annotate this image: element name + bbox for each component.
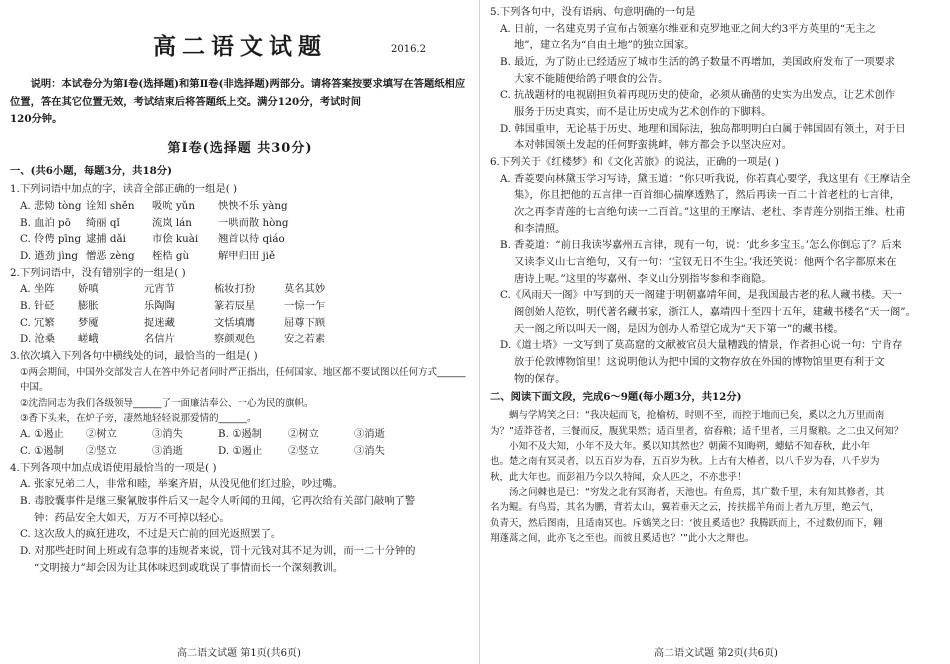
title-row (10, 28, 470, 72)
q2-option-d (10, 331, 470, 348)
q6-option-b-line2: 又读李义山七言绝句，又有一句：‘宝钗无日不生尘。’我还笑说：他两个名字都原来在 (514, 256, 897, 269)
q6-option-d-line1: D.《道士塔》一文写到了莫高窟的文献被官员大量糟践的情景，作者担心说一句：宁肯存 (500, 339, 903, 352)
page-divider (479, 0, 480, 664)
exam-title: 高二语文试题 (153, 33, 327, 60)
q5-option-d-line1: D. 韩国重申，无论基于历史、地理和国际法，独岛都明明白白属于韩国固有领土，对于日 (500, 122, 906, 135)
option-cell: D. ①遏止 (218, 444, 263, 457)
q5-option-b-line2: 大家不能随便给鸽子喂食的公告。 (514, 72, 669, 85)
option-cell: 翘首以待 qiáo (218, 233, 285, 246)
q6-option-a-line1: A. 香菱要向林黛玉学习写诗，黛玉道：“你只听我说，你若真心要学，我这里有《王摩诘全 (500, 172, 911, 185)
q2-option-c (10, 315, 470, 332)
option-cell: A. 坐阵 (20, 283, 55, 296)
q2-stem: 2.下列词语中，没有错别字的一组是( ) (10, 266, 186, 279)
option-cell: 梦魇 (78, 316, 99, 329)
q6-option-b-line3: 唐诗上呢。”这里的岑嘉州、李义山分别指岑参和李商隐。 (514, 272, 772, 285)
q5-option-c-line2: 服务于历史真实，而不是让历史成为艺术创作的下脚料。 (514, 106, 772, 119)
question-4 (10, 460, 470, 577)
page-2 (482, 0, 950, 664)
q6-option-a-line4: 和李清照。 (514, 222, 566, 235)
option-cell: 捉迷藏 (144, 316, 175, 329)
option-cell: 膨胀 (78, 300, 99, 313)
q6-stem: 6.下列关于《红楼梦》和《文化苦旅》的说法，正确的一项是( ) (490, 156, 779, 169)
q3-sentence-3: ③香下头来，在炉子旁，凄然地轻轻说那爱情的______。 (20, 412, 257, 424)
option-cell: D. 遒劲 jìng (20, 250, 79, 263)
page-1-footer: 高二语文试题 第1页(共6页) (177, 647, 301, 659)
notice (10, 76, 470, 128)
option-cell: 嵯峨 (78, 333, 99, 346)
question-5 (490, 4, 944, 154)
section-title: 第Ⅰ卷(选择题 共30分) (167, 140, 313, 156)
question-6 (490, 154, 944, 387)
q2-option-a (10, 281, 470, 298)
option-cell: B. 血泊 pō (20, 216, 71, 229)
option-cell: 逮捕 dǎi (86, 233, 126, 246)
exam-date: 2016.2 (391, 44, 426, 55)
q6-option-c-line3: 天一阁之所以叫天一阁，是因为创办人希望它成为“天下第一”的藏书楼。 (514, 322, 844, 335)
q3-options-ab (10, 426, 470, 443)
part2-heading: 二、阅读下面文段，完成6～9题(每小题3分，共12分) (490, 391, 742, 404)
passage-line: 蜩与学鸠笑之曰：“我决起而飞，抢榆枋，时则不至，而控于地而已矣，奚以之九万里而南 (509, 410, 885, 422)
option-cell: B. ①遏制 (218, 428, 262, 441)
q1-option-a (10, 198, 470, 215)
q5-option-c-line1: C. 抗战题材的电视剧担负着再现历史的使命，必须从确凿的史实为出发点，让艺术创作 (500, 89, 896, 102)
q1-stem: 1.下列词语中加点的字，读音全部正确的一组是( ) (10, 183, 238, 196)
page-2-footer: 高二语文试题 第2页(共6页) (654, 647, 778, 659)
passage-line: 小知不及大知，小年不及大年。奚以知其然也？朝菌不知晦朔，蟪蛄不知春秋，此小年 (509, 440, 871, 452)
passage-line: 汤之问棘也是已：“穷发之北有冥海者，天池也。有鱼焉，其广数千里，未有知其修者，其 (509, 487, 885, 498)
option-cell: ②树立 (86, 428, 117, 441)
reading-passage (490, 408, 944, 546)
part1-heading: 一、(共6小题，每题3分，共18分) (10, 164, 172, 177)
passage-line: 也。楚之南有冥灵者，以五百岁为春，五百岁为秋。上古有大椿者，以八千岁为春，八千岁为 (490, 456, 880, 468)
option-cell: 诠知 shěn (86, 200, 135, 213)
option-cell: 一惊一乍 (284, 300, 326, 313)
option-cell: 憎恶 zèng (86, 250, 135, 263)
q4-option-c: C. 这次敌人的疯狂进攻，不过是天亡前的回光返照罢了。 (20, 528, 282, 541)
q6-option-d-line3: 物的保存。 (514, 372, 566, 385)
option-cell: ③消失 (152, 428, 183, 441)
q5-option-a-line1: A. 日前，一名建克男子宣布占领塞尔维亚和克罗地亚之间大约3平方英里的“无主之 (500, 22, 876, 35)
question-2 (10, 265, 470, 348)
q4-option-d-line2: “文明接力”却会因为让其体味迟到或耽误了事情而长一个深刻教训。 (34, 561, 344, 574)
q4-option-a: A. 张家兄弟二人，非常和睦，举案齐眉，从没见他们红过脸，吵过嘴。 (20, 478, 343, 491)
passage-line: 名为鲲。有鸟焉，其名为鹏，背若太山，翼若垂天之云，抟扶摇羊角而上者九万里，绝云气， (490, 502, 880, 514)
q4-stem: 4.下列各项中加点成语使用最恰当的一项是( ) (10, 461, 217, 474)
q6-option-d-line2: 放于伦敦博物馆里！这说明他认为把中国的文物存放在外国的博物馆里更有利于文 (514, 356, 885, 369)
q2-option-b (10, 298, 470, 315)
option-cell: 市侩 kuài (152, 233, 199, 246)
q5-option-d-line2: 本对韩国领土发起的任何野蛮挑衅，韩方都会予以坚决应对。 (514, 139, 793, 152)
q3-sentence-1: ①两会期间，中国外交部发言人在答中外记者问时严正指出，任何国家、地区都不要试图以任何方式______中国。 (20, 366, 466, 394)
option-cell: C. 伶俜 pīng (20, 233, 82, 246)
option-cell: ②树立 (288, 428, 319, 441)
option-cell: 篆若辰星 (214, 300, 256, 313)
q4-option-b-line1: B. 毒胶囊事件是继三聚氰胺事件后又一起令人听闻的丑闻，它再次给有关部门敲响了警 (20, 494, 416, 507)
q1-option-c (10, 231, 470, 248)
q1-option-b (10, 215, 470, 232)
option-cell: 屈尊下顾 (284, 316, 326, 329)
q6-option-a-line2: 集》，你且把他的五言律一百首细心揣摩透熟了，然后再读一百二十首老杜的七言律， (514, 189, 901, 202)
option-cell: ③消逝 (354, 428, 385, 441)
option-cell: C. ①遏制 (20, 444, 64, 457)
option-cell: 一哄而散 hòng (218, 216, 289, 229)
q4-option-d-line1: D. 对那些赶时间上班或有急事的违规者来说，罚十元钱对其不足为训，而一二十分钟的 (20, 544, 416, 557)
option-cell: B. 针砭 (20, 300, 55, 313)
option-cell: C. 冗繁 (20, 316, 55, 329)
notice-tail: 120分钟。 (10, 113, 63, 125)
passage-line: 翔蓬蒿之间，此亦飞之至也。而彼且奚适也？’”此小大之辩也。 (490, 533, 755, 545)
option-cell: 元宵节 (144, 283, 175, 296)
option-cell: ②竖立 (288, 444, 319, 457)
q3-options-cd (10, 443, 470, 460)
option-cell: 桎梏 gù (152, 250, 190, 263)
q3-sentence-2: ②沈浩同志为我们各级领导______了一面廉洁奉公、一心为民的旗帜。 (20, 397, 314, 409)
option-cell: 乐陶陶 (144, 300, 175, 313)
question-1 (10, 181, 470, 264)
option-cell: A. ①遏止 (20, 428, 64, 441)
q5-option-b-line1: B. 最近，为了防止已经适应了城市生活的鸽子数量不再增加，美国政府发布了一项要求 (500, 56, 896, 69)
passage-line: 负青天，然后图南，且适南冥也。斥鴳笑之曰：‘彼且奚适也？我腾跃而上，不过数仞而下，翱 (490, 517, 883, 529)
option-cell: 梳妆打扮 (214, 283, 256, 296)
option-cell: ③消逝 (152, 444, 183, 457)
option-cell: 绮丽 qǐ (86, 216, 120, 229)
q5-option-a-line2: 地”，建立名为“自由土地”的独立国家。 (514, 39, 695, 52)
option-cell: 莫名其妙 (284, 283, 326, 296)
passage-line: 为？”适莽苍者，三餐而反，腹犹果然；适百里者，宿舂粮；适千里者，三月聚粮。之二虫又何知？ (490, 425, 904, 437)
option-cell: 察颜观色 (214, 333, 256, 346)
option-cell: A. 悲恸 tòng (20, 200, 82, 213)
q6-option-b-line1: B. 香菱道：“前日我读岑嘉州五言律，现有一句，说：‘此乡多宝玉。’怎么你倒忘了？后来 (500, 239, 902, 252)
q6-option-c-line1: C.《风雨天一阁》中写到的天一阁建于明朝嘉靖年间，是我国最古老的私人藏书楼。天一 (500, 289, 903, 302)
q6-option-c-line2: 阁创始人范钦，明代著名藏书家，浙江人，嘉靖四十至四十五年，建藏书楼名“天一阁”。 (514, 306, 916, 319)
q1-option-d (10, 248, 470, 265)
question-3 (10, 348, 470, 460)
option-cell: D. 沧桑 (20, 333, 56, 346)
q3-stem: 3.依次填入下列各句中横线处的词，最恰当的一组是( ) (10, 350, 258, 363)
option-cell: 流岚 lán (152, 216, 192, 229)
notice-text: 说明：本试卷分为第Ⅰ卷(选择题)和第Ⅱ卷(非选择题)两部分。请将答案按要求填写在答题纸相应位置，答在其它位置无效，考试结束后将答题纸上交。满分120分，考试时间 (10, 78, 466, 108)
passage-line: 秋，此大年也。而彭祖乃今以久特闻，众人匹之，不亦悲乎！ (490, 471, 747, 483)
q5-stem: 5.下列各句中，没有语病、句意明确的一句是 (490, 6, 696, 18)
option-cell: 安之若素 (284, 333, 326, 346)
option-cell: 怏怏不乐 yàng (218, 200, 288, 213)
option-cell: 文恬填膺 (214, 316, 256, 329)
option-cell: 解甲归田 jiě (218, 250, 276, 263)
option-cell: ②竖立 (86, 444, 117, 457)
q6-option-a-line3: 次之再李青莲的七言绝句读一二百首。”这里的王摩诘、老杜、李青莲分别指王维、杜甫 (514, 206, 906, 219)
option-cell: 吸吮 yǔn (152, 200, 195, 213)
option-cell: 娇嗔 (78, 283, 99, 296)
option-cell: 名信片 (144, 333, 175, 346)
option-cell: ③消失 (354, 444, 385, 457)
q4-option-b-line2: 钟：药品安全大如天，万万不可掉以轻心。 (34, 511, 230, 524)
